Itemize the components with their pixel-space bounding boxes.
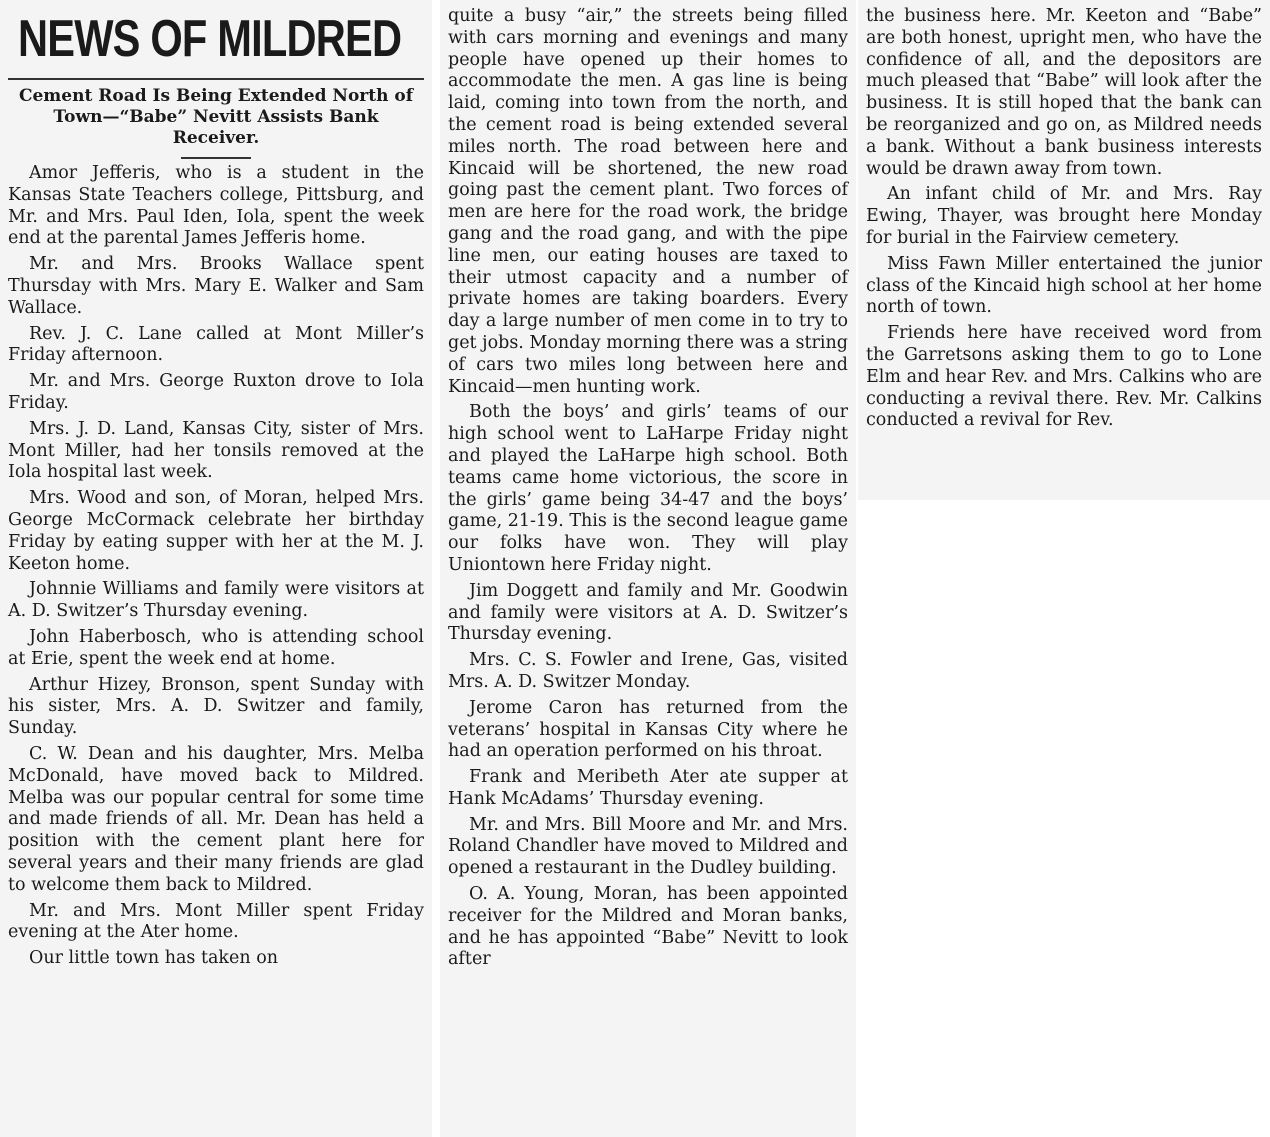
news-item: Both the boys’ and girls’ teams of our high school went to LaHarpe Friday night and played the LaHarpe high school. Both teams came home victorious, the score in the girls’ game being 34-47 and the boys’ game, 21-19. This is the second league game our folks have won. They will play Uniontown here Friday night. — [448, 402, 848, 575]
news-item: Frank and Meribeth Ater ate supper at Hank McAdams’ Thursday evening. — [448, 767, 848, 809]
column-3 — [858, 0, 1270, 500]
news-item: Mr. and Mrs. Mont Miller spent Friday evening at the Ater home. — [8, 900, 424, 943]
news-item: Johnnie Williams and family were visitors at A. D. Switzer’s Thursday evening. — [8, 579, 424, 622]
news-item-continued: the business here. Mr. Keeton and “Babe” are both honest, upright men, who have the confidence of all, and the depositors are much pleased that “Babe” will look after the business. It is still hoped that the bank can be reorganized and go on, as Mildred needs a bank. Without a bank business interests would be drawn away from town. — [866, 6, 1262, 179]
news-item: An infant child of Mr. and Mrs. Ray Ewing, Thayer, was brought here Monday for burial in the Fairview cemetery. — [866, 184, 1262, 248]
news-item: Rev. J. C. Lane called at Mont Miller’s Friday afternoon. — [8, 323, 424, 366]
news-item-continued: quite a busy “air,” the streets being filled with cars morning and evenings and many people have opened up their homes to accommodate the men. A gas line is being laid, coming into town from the north, and the cement road is being extended several miles north. The road between here and Kincaid will be shortened, the new road going past the cement plant. Two forces of men are here for the road work, the bridge gang and the road gang, and with the pipe line men, our eating houses are taxed to their utmost capacity and a number of private homes are taking boarders. Every day a large number of men come in to try to get jobs. Monday morning there was a string of cars two miles long between here and Kincaid—men hunting work. — [448, 6, 848, 397]
news-item: Mrs. J. D. Land, Kansas City, sister of Mrs. Mont Miller, had her tonsils removed at the Iola hospital last week. — [8, 418, 424, 483]
news-item: Mrs. Wood and son, of Moran, helped Mrs. George McCormack celebrate her birthday Friday by eating supper with her at the M. J. Keeton home. — [8, 488, 424, 574]
headline: NEWS OF MILDRED — [18, 10, 402, 68]
subheadline: Cement Road Is Being Extended North of Town—“Babe” Nevitt Assists Bank Receiver. — [18, 86, 414, 148]
news-item: Jim Doggett and family and Mr. Goodwin and family were visitors at A. D. Switzer’s Thursday evening. — [448, 580, 848, 645]
news-item: Our little town has taken on — [29, 948, 279, 969]
separator-rule — [181, 157, 251, 159]
news-item: John Haberbosch, who is attending school at Erie, spent the week end at home. — [8, 626, 424, 669]
news-item: Arthur Hizey, Bronson, spent Sunday with his sister, Mrs. A. D. Switzer and family, Sunday. — [8, 674, 424, 739]
column-2 — [440, 0, 856, 1137]
news-item: Mr. and Mrs. George Ruxton drove to Iola Friday. — [8, 371, 424, 413]
news-item: Mr. and Mrs. Bill Moore and Mr. and Mrs. Roland Chandler have moved to Mildred and opened a restaurant in the Dudley building. — [448, 814, 848, 879]
headline-rule — [8, 78, 424, 80]
news-item: Miss Fawn Miller entertained the junior class of the Kincaid high school at her home north of town. — [866, 253, 1262, 318]
news-item: O. A. Young, Moran, has been appointed receiver for the Mildred and Moran banks, and he has appointed “Babe” Nevitt to look after — [448, 884, 848, 970]
news-item: Mr. and Mrs. Brooks Wallace spent Thursday with Mrs. Mary E. Walker and Sam Wallace. — [8, 254, 424, 318]
news-item: Jerome Caron has returned from the veterans’ hospital in Kansas City where he had an operation performed on his throat. — [448, 697, 848, 762]
news-item: C. W. Dean and his daughter, Mrs. Melba McDonald, have moved back to Mildred. Melba was our popular central for some time and made friends of all. Mr. Dean has held a position with the cement plant here for several years and their many friends are glad to welcome them back to Mildred. — [8, 743, 424, 895]
news-item: Mrs. C. S. Fowler and Irene, Gas, visited Mrs. A. D. Switzer Monday. — [448, 650, 848, 692]
news-item: Friends here have received word from the Garretsons asking them to go to Lone Elm and hear Rev. and Mrs. Calkins who are conducting a revival there. Rev. Mr. Calkins conducted a revival for Rev. — [866, 323, 1262, 431]
column-1 — [0, 0, 432, 1137]
news-item: Amor Jefferis, who is a student in the Kansas State Teachers college, Pittsburg, and Mr. and Mrs. Paul Iden, Iola, spent the week end at the parental James Jefferis home. — [8, 163, 424, 249]
